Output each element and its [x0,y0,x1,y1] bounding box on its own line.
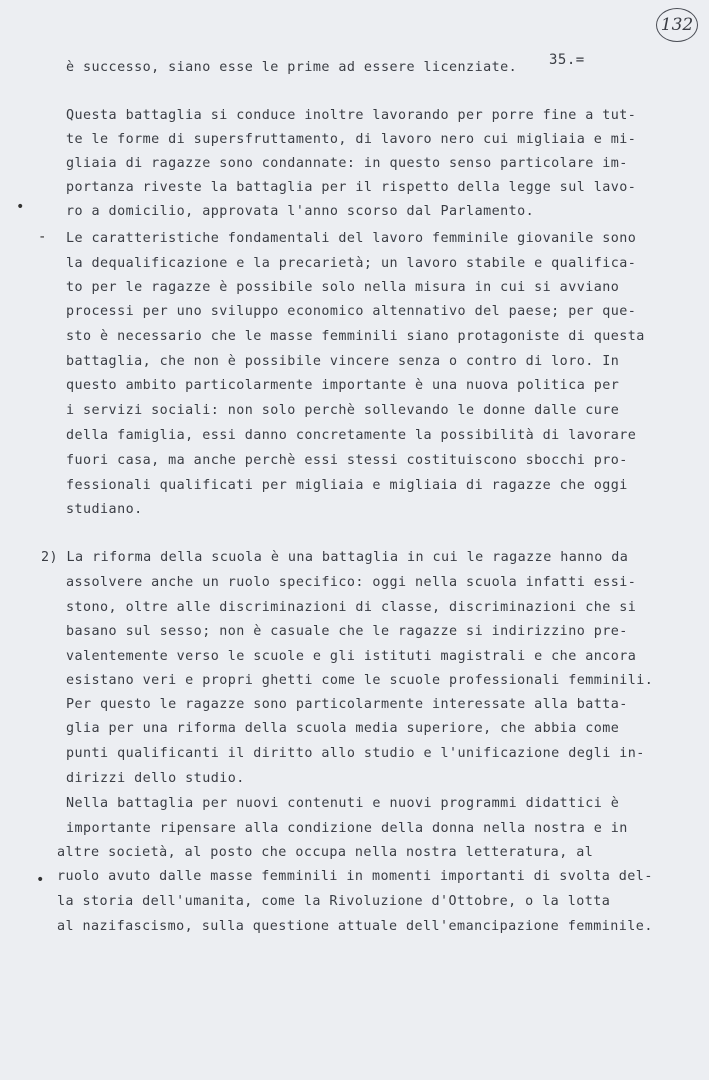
text-line: è successo, siano esse le prime ad essere licenziate. [66,60,518,75]
text-line: stono, oltre alle discriminazioni di classe, discriminazioni che si [66,600,637,615]
text-line: te le forme di supersfruttamento, di lavoro nero cui migliaia e mi- [66,132,637,147]
text-line: ro a domicilio, approvata l'anno scorso dal Parlamento. [66,204,535,219]
text-line: battaglia, che non è possibile vincere senza o contro di loro. In [66,354,620,369]
text-line: 2) La riforma della scuola è una battaglia in cui le ragazze hanno da [41,550,629,565]
text-line: Nella battaglia per nuovi contenuti e nuovi programmi didattici è [66,796,620,811]
text-line: al nazifascismo, sulla questione attuale dell'emancipazione femminile. [57,919,653,934]
text-line: Per questo le ragazze sono particolarmente interessate alla batta- [66,697,628,712]
margin-dot: • [16,199,25,215]
text-line: questo ambito particolarmente importante è una nuova politica per [66,378,620,393]
text-line: Le caratteristiche fondamentali del lavoro femminile giovanile sono [66,231,637,246]
text-line: ruolo avuto dalle masse femminili in momenti importanti di svolta del- [57,869,653,884]
text-line: basano sul sesso; non è casuale che le ragazze si indirizzino pre- [66,624,628,639]
text-line: valentemente verso le scuole e gli istituti magistrali e che ancora [66,649,637,664]
text-line: esistano veri e propri ghetti come le scuole professionali femminili. [66,673,654,688]
text-line: della famiglia, essi danno concretamente la possibilità di lavorare [66,428,637,443]
text-line: Questa battaglia si conduce inoltre lavorando per porre fine a tut- [66,108,637,123]
archive-stamp: 132 [656,8,698,42]
text-line: altre società, al posto che occupa nella nostra letteratura, al [57,845,594,860]
text-line: fuori casa, ma anche perchè essi stessi costituiscono sbocchi pro- [66,453,628,468]
text-line: i servizi sociali: non solo perchè sollevando le donne dalle cure [66,403,620,418]
text-line: sto è necessario che le masse femminili siano protagoniste di questa [66,329,645,344]
text-line: dirizzi dello studio. [66,771,245,786]
text-line: la storia dell'umanita, come la Rivoluzione d'Ottobre, o la lotta [57,894,611,909]
text-line: glia per una riforma della scuola media superiore, che abbia come [66,721,620,736]
text-line: punti qualificanti il diritto allo studio e l'unificazione degli in- [66,746,645,761]
text-line: processi per uno sviluppo economico altennativo del paese; per que- [66,304,637,319]
text-line: to per le ragazze è possibile solo nella misura in cui si avviano [66,280,620,295]
text-line: gliaia di ragazze sono condannate: in questo senso particolare im- [66,156,628,171]
text-line: studiano. [66,502,143,517]
text-line: importante ripensare alla condizione della donna nella nostra e in [66,821,628,836]
text-line: portanza riveste la battaglia per il rispetto della legge sul lavo- [66,180,637,195]
text-line: assolvere anche un ruolo specifico: oggi nella scuola infatti essi- [66,575,637,590]
page-number: 35.= [549,52,585,68]
text-line: fessionali qualificati per migliaia e migliaia di ragazze che oggi [66,478,628,493]
margin-dash: - [38,229,47,245]
text-line: la dequalificazione e la precarietà; un lavoro stabile e qualifica- [66,256,637,271]
margin-dot: • [36,872,45,888]
